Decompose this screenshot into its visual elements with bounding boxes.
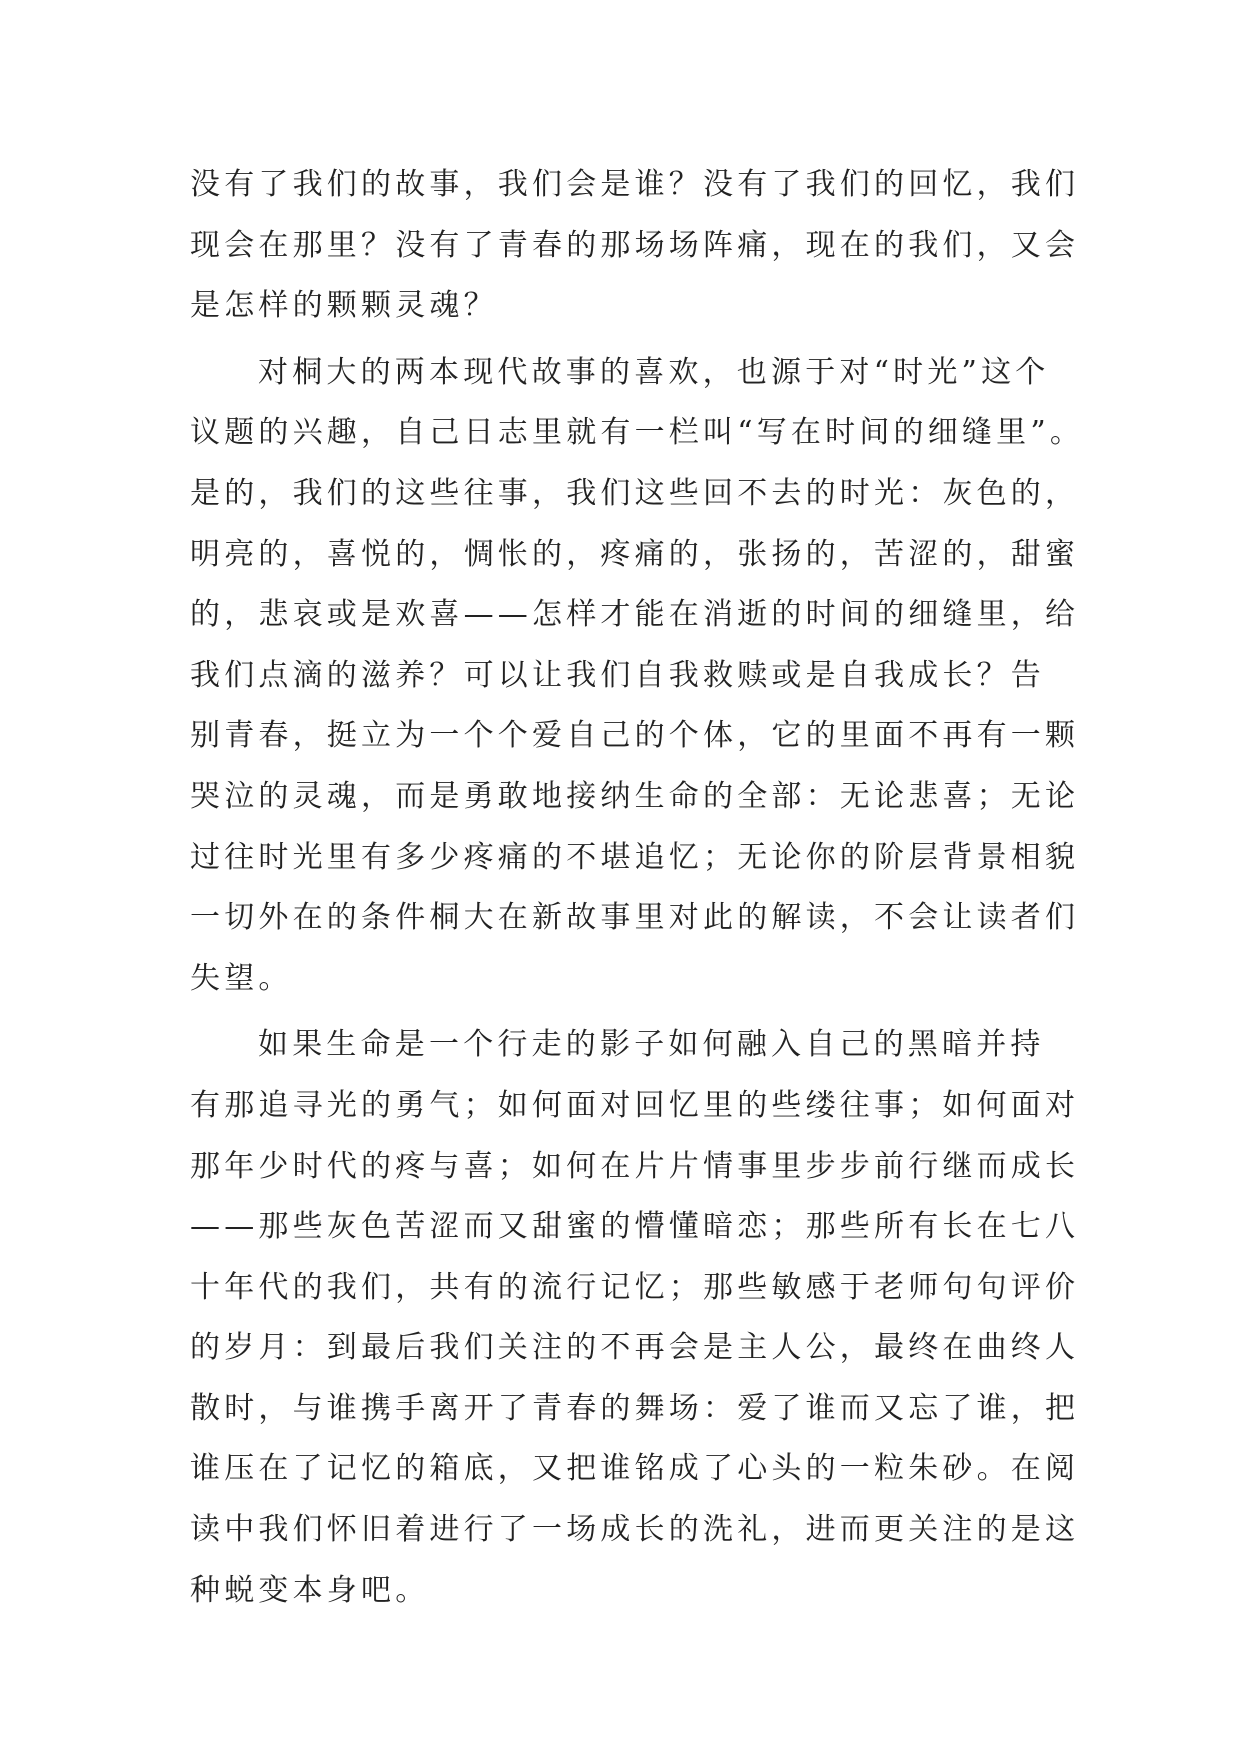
text-line: 议题的兴趣，自己日志里就有一栏叫“写在时间的细缝里”。 [190, 415, 1085, 451]
paragraph-2 [190, 343, 1085, 1010]
text-line: 哭泣的灵魂，而是勇敢地接纳生命的全部：无论悲喜；无论 [190, 778, 1080, 814]
text-line: 明亮的，喜悦的，惆怅的，疼痛的，张扬的，苦涩的，甜蜜 [190, 536, 1080, 572]
text-line: 如果生命是一个行走的影子如何融入自己的黑暗并持 [258, 1027, 1045, 1063]
text-line: 我们点滴的滋养？可以让我们自我救赎或是自我成长？告 [190, 657, 1045, 693]
text-line: 一切外在的条件桐大在新故事里对此的解读，不会让读者们 [190, 900, 1080, 936]
text-line: 别青春，挺立为一个个爱自己的个体，它的里面不再有一颗 [190, 718, 1080, 754]
body-text [190, 155, 1085, 1621]
text-line: 过往时光里有多少疼痛的不堪追忆；无论你的阶层背景相貌 [190, 839, 1080, 875]
text-line: 现会在那里？没有了青春的那场场阵痛，现在的我们，又会 [190, 227, 1080, 263]
text-line: 谁压在了记忆的箱底，又把谁铭成了心头的一粒朱砂。在阅 [190, 1451, 1080, 1487]
text-line: ——那些灰色苦涩而又甜蜜的懵懂暗恋；那些所有长在七八 [190, 1209, 1080, 1245]
text-line: 散时，与谁携手离开了青春的舞场：爱了谁而又忘了谁，把 [190, 1390, 1080, 1426]
text-line: 的岁月：到最后我们关注的不再会是主人公，最终在曲终人 [190, 1330, 1080, 1366]
paragraph-1 [190, 155, 1080, 337]
paragraph-3 [190, 1015, 1080, 1621]
text-line: 是的，我们的这些往事，我们这些回不去的时光：灰色的， [190, 475, 1080, 511]
text-line: 有那追寻光的勇气；如何面对回忆里的些缕往事；如何面对 [190, 1087, 1080, 1123]
text-line: 的，悲哀或是欢喜——怎样才能在消逝的时间的细缝里，给 [190, 597, 1080, 633]
text-line: 对桐大的两本现代故事的喜欢，也源于对“时光”这个 [258, 354, 1050, 390]
text-line: 十年代的我们，共有的流行记忆；那些敏感于老师句句评价 [190, 1269, 1080, 1305]
text-line: 种蜕变本身吧。 [190, 1572, 430, 1608]
text-line: 没有了我们的故事，我们会是谁？没有了我们的回忆，我们 [190, 167, 1080, 202]
text-line: 是怎样的颗颗灵魂？ [190, 288, 498, 324]
text-line: 失望。 [190, 960, 293, 996]
text-line: 读中我们怀旧着进行了一场成长的洗礼，进而更关注的是这 [190, 1512, 1080, 1548]
text-line: 那年少时代的疼与喜；如何在片片情事里步步前行继而成长 [190, 1148, 1080, 1184]
